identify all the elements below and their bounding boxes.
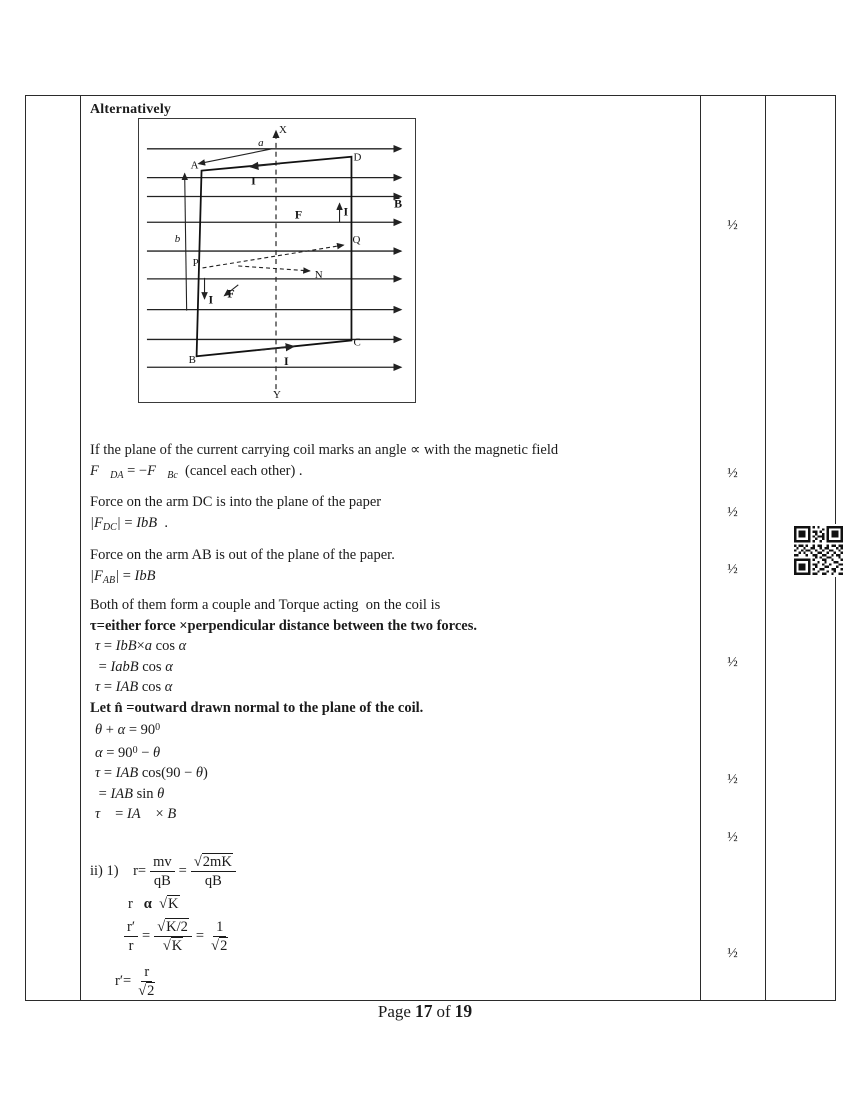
solution-line-11: Let n̂ =outward drawn normal to the plane of the coil. (90, 699, 424, 716)
figure-label-current-left: I (208, 292, 214, 307)
figure-label-corner-b: B (188, 354, 196, 367)
solution-line-13: $\alpha = 90^0 - \theta$ (95, 744, 161, 761)
qr-code-svg (794, 524, 843, 577)
figure-label-current-top: I (251, 173, 256, 188)
annotation-arrows (185, 149, 340, 351)
figure-label-force-bottom: F (227, 286, 235, 301)
solution-line-12: $\theta + \alpha = 90^0$ (95, 722, 161, 738)
coil-diagram-svg (139, 119, 415, 402)
solution-line-5: $|F_{AB}|$ = IbB (90, 567, 156, 586)
solution-line-9: = IabB cos α (95, 658, 173, 675)
figure-label-point-q: Q (352, 234, 361, 247)
solution-line-18: r α √K (128, 895, 179, 912)
table-divider-left (80, 96, 81, 1000)
solution-line-8: τ = IbB×a cos α (95, 638, 187, 654)
figure-label-y-axis: Y (273, 389, 281, 402)
solution-line-7: τ=either force ×perpendicular distance between the two forces. (90, 617, 477, 634)
footer-total-pages: 19 (454, 1001, 473, 1021)
mark-half-6: ½ (727, 830, 738, 845)
heading-alternatively: Alternatively (90, 102, 172, 117)
figure-label-corner-d: D (353, 151, 362, 164)
figure-label-width-a: a (258, 136, 264, 149)
solution-line-15: = IAB sin θ (95, 785, 165, 802)
mark-half-4: ½ (727, 655, 738, 670)
figure-label-height-b: b (174, 233, 181, 246)
footer-page-word: Page (377, 1002, 411, 1021)
figure-label-field-b: B̄ (394, 196, 403, 211)
solution-line-1: $F⃗_{DA}$ = $-F⃗_{Bc}$ (cancel each other) . (90, 462, 303, 481)
solution-line-0: If the plane of the current carrying coil marks an angle ∝ with the magnetic field (90, 442, 559, 458)
figure-label-force-top: F (294, 207, 303, 222)
figure-label-point-p: P (192, 256, 199, 269)
footer-of-word: of (436, 1002, 451, 1021)
mark-half-7: ½ (727, 946, 738, 961)
solution-line-2: Force on the arm DC is into the plane of the paper (90, 494, 382, 510)
spacer (90, 403, 686, 440)
mark-half-3: ½ (727, 562, 738, 577)
page-footer (0, 1001, 850, 1022)
answer-content (90, 101, 686, 1000)
figure-label-corner-c: C (353, 336, 361, 349)
figure-label-current-bottom: I (283, 354, 289, 369)
solution-line-14: τ = IAB cos(90 − θ) (95, 765, 208, 781)
coil-magnetic-field-diagram (138, 118, 416, 403)
figure-label-current-right: I (343, 204, 349, 219)
mark-half-1: ½ (727, 466, 738, 481)
mark-half-2: ½ (727, 505, 738, 520)
solution-line-20: r′= $\frac{r}{√2}$ (115, 964, 155, 999)
solution-line-19: $\frac{r'}{r}$ = $\frac{√K/2}{√K}$ = $\frac{1}{√2}$ (90, 918, 686, 955)
qr-code (794, 524, 843, 577)
mark-half-5: ½ (727, 772, 738, 787)
figure-label-point-n: N (314, 268, 323, 281)
force-dashed-arrows (203, 245, 344, 271)
solution-line-6: Both of them form a couple and Torque acting on the coil is (90, 597, 441, 613)
figure-label-x-axis: X (278, 123, 287, 136)
solution-line-10: τ = IAB cos α (95, 679, 173, 695)
solution-line-17: ii) 1) r= $\frac{mv}{qB}$ = $\frac{√2mK}{qB}$ (90, 853, 686, 890)
solution-line-3: $|F_{DC}|$ = IbB . (90, 514, 168, 533)
table-divider-right (765, 96, 766, 1000)
figure-label-corner-a: A (190, 159, 199, 172)
solution-line-16: τ⃗ = IA⃗ × B⃗ (95, 806, 188, 822)
solution-line-4: Force on the arm AB is out of the plane of the paper. (90, 547, 395, 563)
mark-half-0: ½ (727, 218, 738, 233)
footer-page-number: 17 (414, 1001, 433, 1021)
